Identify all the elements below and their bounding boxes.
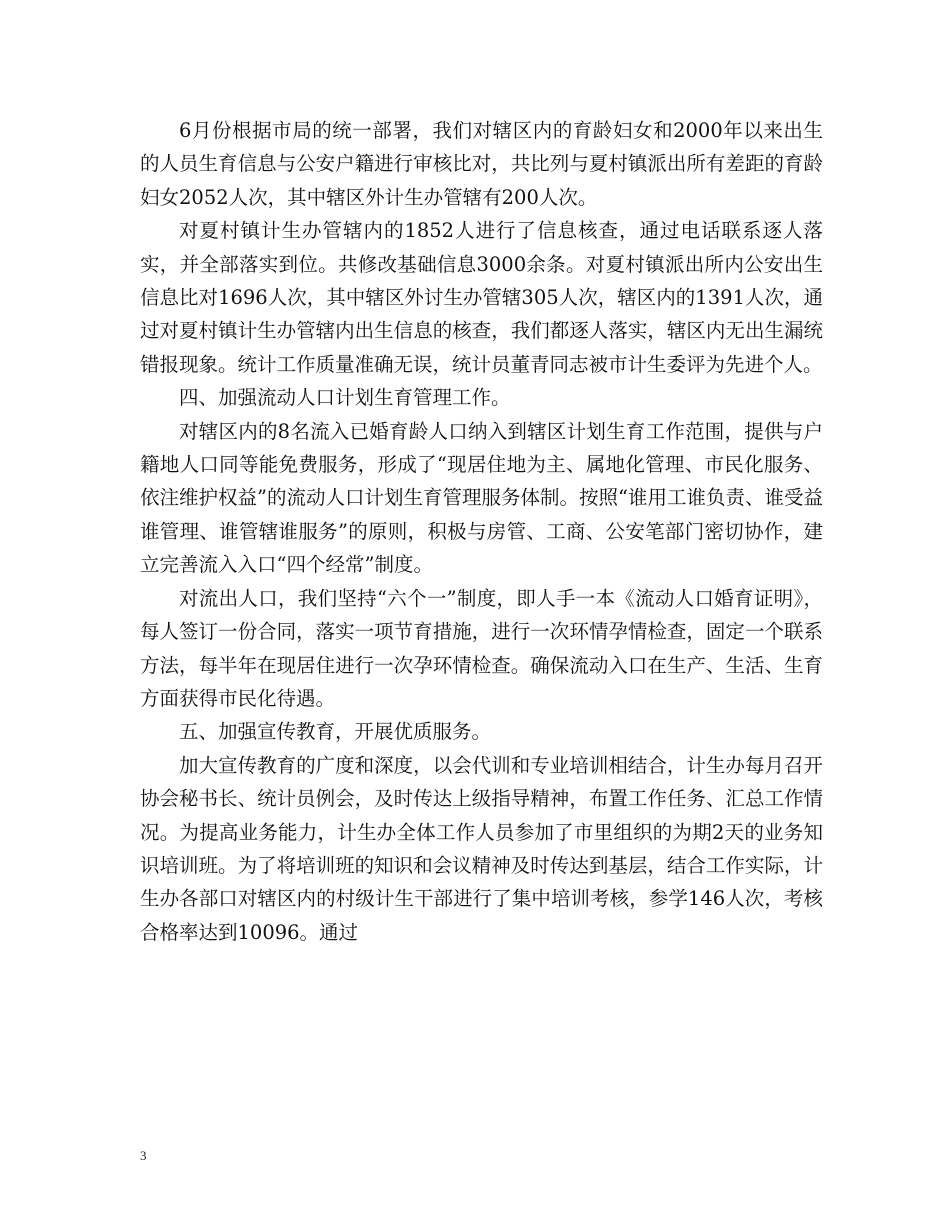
paragraph-inflow-population: 对辖区内的8名流入已婚育龄人口纳入到辖区计划生育工作范围，提供与户籍地人口同等能免费服务，形成了“现居住地为主、属地化管理、市民化服务、依注维护权益”的流动人口计划生育管理服务体制。按照“谁用工谁负责、谁受益谁管理、谁管辖谁服务”的原则，积极与房管、工商、公安笔部门密切协作，建立完善流入入口“四个经常”制度。 <box>140 419 823 577</box>
paragraph-info-verification: 对夏村镇计生办管辖内的1852人进行了信息核查，通过电话联系逐人落实，并全部落实到位。共修改基础信息3000余条。对夏村镇派出所内公安出生信息比对1696人次，其中辖区外讨生办管辖305人次，辖区内的1391人次，通过对夏村镇计生办管辖内出生信息的核查，我们都逐人落实，辖区内无出生漏统错报现象。统计工作质量准确无误，统计员董青同志被市计生委评为先进个人。 <box>140 219 823 376</box>
document-body <box>140 114 823 949</box>
section-heading-floating-population: 四、加强流动人口计划生育管理工作。 <box>179 386 511 410</box>
paragraph-training: 加大宣传教育的广度和深度，以会代训和专业培训相结合，计生办每月召开协会秘书长、统计员例会，及时传达上级指导精神，布置工作任务、汇总工作情况。为提高业务能力，计生办全体工作人员参加了市里组织的为期2天的业务知识培训班。为了将培训班的知识和会议精神及时传达到基层，结合工作实际，计生办各部口对辖区内的村级计生干部进行了集中培训考核，参学146人次，考核合格率达到10096。通过 <box>140 753 823 944</box>
page-number: 3 <box>140 1148 147 1163</box>
paragraph-outflow-population: 对流出人口，我们坚持“六个一”制度，即人手一本《流动人口婚育证明》，每人签订一份合同，落实一项节育措施，进行一次环情孕情检查，固定一个联系方法，每半年在现居住进行一次孕环情检查。确保流动入口在生产、生活、生育方面获得市民化待遇。 <box>140 586 823 710</box>
paragraph-birth-info-audit: 6月份根据市局的统一部署，我们对辖区内的育龄妇女和2000年以来出生的人员生育信息与公安户籍进行审核比对，共比列与夏村镇派出所有差距的育龄妇女2052人次，其中辖区外计生办管辖有200人次。 <box>140 119 823 209</box>
section-heading-publicity-education: 五、加强宣传教育，开展优质服务。 <box>179 720 492 744</box>
